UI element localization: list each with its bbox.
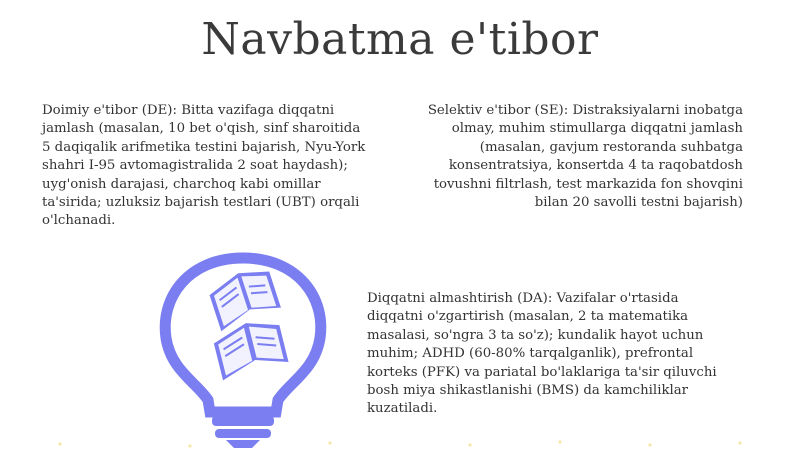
lightbulb-book-icon	[148, 250, 338, 449]
slide-title: Navbatma e'tibor	[201, 14, 599, 65]
bulb-base-1	[212, 416, 274, 426]
sustained-attention-text: Doimiy e'tibor (DE): Bitta vazifaga diqqatni jamlash (masalan, 10 bet o'qish, sinf sharoitida 5 daqiqalik arifmetika testini bajarish, Nyu-York shahri I-95 avtomagistralida 2 soat haydash); uyg'onish darajasi, charchoq kabi omillar ta'sirida; uzluksiz bajarish testlari (UBT) orqali o'lchanadi.	[42, 103, 366, 229]
book-upper	[206, 264, 282, 331]
selective-attention-text: Selektiv e'tibor (SE): Distraksiyalarni inobatga olmay, muhim stimullarga diqqatni jamlash (masalan, gavjum restoranda suhbatga konsentratsiya, konsertda 4 ta raqobatdosh tovushni filtrlash, test markazida fon shovqini bilan 20 savolli testni bajarish)	[427, 103, 743, 211]
decorative-dots	[0, 435, 800, 449]
alternating-attention-text: Diqqatni almashtirish (DA): Vazifalar o'rtasida diqqatni o'zgartirish (masalan, 2 ta matematika masalasi, so'ngra 3 ta so'z); kundalik hayot uchun muhim; ADHD (60-80% tarqalganlik), prefrontal korteks (PFK) va pariatal bo'laklariga ta'sir qiluvchi bosh miya shikastlanishi (BMS) da kamchiliklar kuzatiladi.	[367, 291, 717, 417]
